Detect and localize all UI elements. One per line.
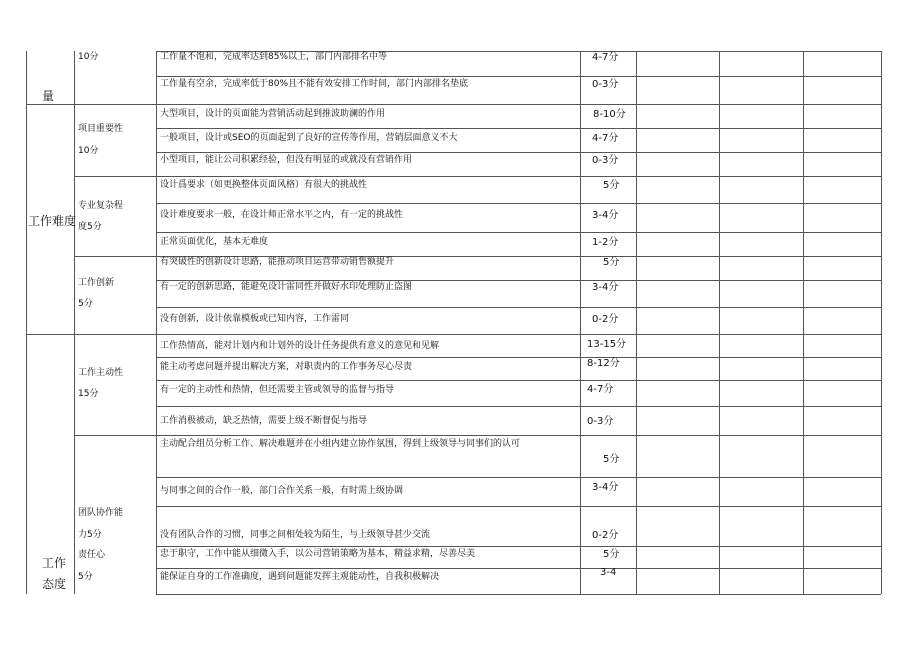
item-innovation-points: 5分 [78, 299, 93, 309]
item-teamwork-line1: 团队协作能 [78, 508, 124, 518]
row-20-description: 能保证自身的工作准确度，遇到问题能发挥主观能动性，自我积极解决 [160, 572, 440, 582]
grid-vertical-line [26, 51, 27, 594]
item-initiative-name: 工作主动性 [78, 368, 124, 378]
row-7-score: 3-4分 [592, 210, 619, 221]
grid-horizontal-line [156, 546, 881, 547]
item-initiative-points: 15分 [78, 389, 99, 399]
row-3-description: 大型项目，设计的页面能为营销活动起到推波助澜的作用 [160, 109, 386, 119]
grid-horizontal-line [156, 594, 881, 595]
row-10-description: 有一定的创新思路，能避免设计雷同性并做好水印处理防止盗图 [160, 282, 413, 292]
row-9-description: 有突破性的创新设计思路，能推动项目运营带动销售额提升 [160, 257, 395, 267]
row-19-description: 忠于职守，工作中能从细微入手，以公司营销策略为基本，精益求精，尽善尽美 [160, 549, 476, 559]
grid-horizontal-line [156, 380, 881, 381]
grid-horizontal-line [156, 477, 881, 478]
grid-horizontal-line [156, 435, 881, 436]
grid-horizontal-line [156, 406, 881, 407]
grid-horizontal-line [156, 357, 881, 358]
row-7-description: 设计难度要求一般，在设计师正常水平之内，有一定的挑战性 [160, 210, 404, 220]
row-4-description: 一般项目，设计或SEO的页面起到了良好的宣传等作用，营销层面意义不大 [160, 133, 458, 143]
row-13-description: 能主动考虑问题并提出解决方案，对职责内的工作事务尽心尽责 [160, 362, 413, 372]
row-1-score: 4-7分 [592, 52, 619, 63]
row-15-description: 工作消极被动，缺乏热情，需要上级不断督促与指导 [160, 416, 368, 426]
row-5-description: 小型项目，能让公司积累经验，但没有明显的或就没有营销作用 [160, 155, 413, 165]
item-importance-name: 项目重要性 [78, 124, 124, 134]
row-13-score: 8-12分 [587, 358, 620, 369]
row-12-description: 工作热情高，能对计划内和计划外的设计任务提供有意义的意见和见解 [160, 341, 440, 351]
row-14-description: 有一定的主动性和热情，但还需要主管或领导的监督与指导 [160, 385, 395, 395]
grid-vertical-line [580, 51, 581, 594]
row-16-description: 主动配合组员分析工作、解决难题并在小组内建立协作氛围，得到上级领导与同事们的认可 [160, 439, 521, 449]
grid-horizontal-line [156, 152, 881, 153]
row-3-score: 8-10分 [593, 109, 626, 120]
grid-horizontal-line [156, 76, 881, 77]
grid-horizontal-line [74, 435, 156, 436]
grid-horizontal-line [156, 232, 881, 233]
grid-vertical-line [156, 51, 157, 594]
row-5-score: 0-3分 [592, 155, 619, 166]
category-attitude-line2: 态度 [42, 577, 67, 591]
row-19-score: 5分 [603, 549, 620, 560]
row-18-description: 没有团队合作的习惯，同事之间相处较为陌生，与上级领导甚少交流 [160, 530, 431, 540]
item-teamwork-line2: 力5分 [78, 530, 102, 540]
grid-vertical-line [719, 51, 720, 594]
grid-vertical-line [74, 51, 75, 594]
grid-horizontal-line [156, 307, 881, 308]
item-responsibility-points: 5分 [78, 572, 93, 582]
row-6-score: 5分 [603, 180, 620, 191]
item-complexity-line2: 度5分 [78, 222, 102, 232]
row-10-score: 3-4分 [592, 282, 619, 293]
row-2-description: 工作量有空余，完成率低于80%且不能有效安排工作时间，部门内部排名垫底 [160, 79, 469, 89]
grid-vertical-line [881, 51, 882, 594]
row-11-score: 0-2分 [592, 314, 619, 325]
row-17-score: 3-4分 [592, 482, 619, 493]
grid-vertical-line [803, 51, 804, 594]
row-8-description: 正常页面优化，基本无难度 [160, 237, 269, 247]
grid-horizontal-line [156, 128, 881, 129]
grid-vertical-line [636, 51, 637, 594]
row-16-score: 5分 [603, 454, 620, 465]
grid-horizontal-line [74, 256, 156, 257]
item-responsibility-name: 责任心 [78, 550, 106, 560]
grid-horizontal-line [26, 334, 74, 335]
grid-horizontal-line [156, 176, 881, 177]
item-complexity-line1: 专业复杂程 [78, 201, 124, 211]
row-15-score: 0-3分 [587, 416, 614, 427]
category-attitude-line1: 工作 [42, 556, 67, 570]
grid-horizontal-line [156, 203, 881, 204]
item-importance-points: 10分 [78, 146, 99, 156]
row-6-description: 设计爲要求（如更换整体页面风格）有很大的挑战性 [160, 180, 368, 190]
row-20-score: 3-4 [600, 567, 617, 578]
grid-horizontal-line [156, 506, 881, 507]
row-8-score: 1-2分 [592, 237, 619, 248]
grid-horizontal-line [156, 280, 881, 281]
grid-horizontal-line [156, 104, 881, 105]
item-innovation-name: 工作创新 [78, 278, 115, 288]
grid-horizontal-line [74, 176, 156, 177]
row-2-score: 0-3分 [592, 79, 619, 90]
grid-horizontal-line [26, 104, 74, 105]
row-4-score: 4-7分 [592, 133, 619, 144]
row-18-score: 0-2分 [592, 530, 619, 541]
item-quantity-points: 10分 [78, 52, 99, 62]
row-1-description: 工作量不饱和，完成率达到85%以上，部门内部排名中等 [160, 52, 388, 62]
grid-horizontal-line [156, 568, 881, 569]
row-9-score: 5分 [603, 257, 620, 268]
row-11-description: 没有创新，设计依靠模板或已知内容，工作雷同 [160, 314, 350, 324]
grid-horizontal-line [74, 334, 156, 335]
category-difficulty: 工作难度 [28, 214, 77, 228]
grid-horizontal-line [156, 334, 881, 335]
row-12-score: 13-15分 [587, 339, 627, 350]
category-quantity-tail: 量 [42, 89, 55, 103]
grid-horizontal-line [74, 104, 156, 105]
row-14-score: 4-7分 [587, 384, 614, 395]
row-17-description: 与同事之间的合作一般，部门合作关系一般，有时需上级协调 [160, 486, 404, 496]
